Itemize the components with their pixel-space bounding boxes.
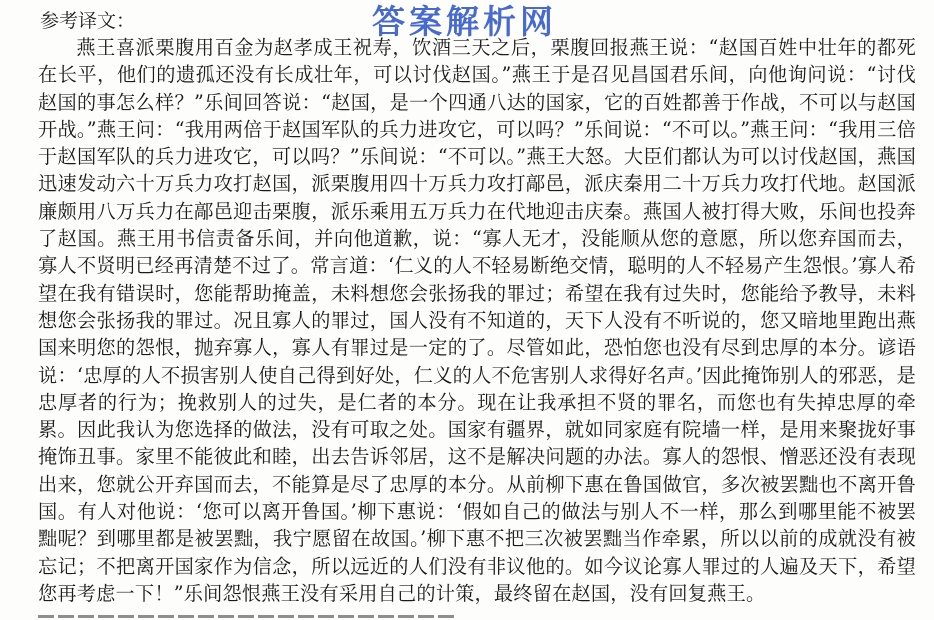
cropped-next-line [38,606,458,620]
section-heading: 参考译文： [40,10,136,32]
site-watermark: 答案解析网 [372,2,557,41]
translation-paragraph: 燕王喜派栗腹用百金为赵孝成王祝寿，饮酒三天之后，栗腹回报燕王说：“赵国百姓中壮年的都死在长平，他们的遗孤还没有长成壮年，可以讨伐赵国。”燕王于是召见昌国君乐间，向他询问说：“讨伐赵国的事怎么样？”乐间回答说：“赵国，是一个四通八达的国家，它的百姓都善于作战，不可以与赵国开战。”燕王问：“我用两倍于赵国军队的兵力进攻它，可以吗？”乐间说：“不可以。”燕王问：“我用三倍于赵国军队的兵力进攻它，可以吗？”乐间说：“不可以。”燕王大怒。大臣们都认为可以讨伐赵国，燕国迅速发动六十万兵力攻打赵国，派栗腹用四十万兵力攻打鄗邑，派庆秦用二十万兵力攻打代地。赵国派廉颇用八万兵力在鄗邑迎击栗腹，派乐乘用五万兵力在代地迎击庆秦。燕国人被打得大败，乐间也投奔了赵国。燕王用书信责备乐间，并向他道歉，说：“寡人无才，没能顺从您的意愿，所以您弃国而去，寡人不贤明已经再清楚不过了。常言道：‘仁义的人不轻易断绝交情，聪明的人不轻易产生怨恨。’寡人希望在我有错误时，您能帮助掩盖，未料想您会张扬我的罪过；希望在我有过失时，您能给予教导，未料想您会张扬我的罪过。况且寡人的罪过，国人没有不知道的，天下人没有不听说的，您又暗地里跑出燕国来明您的怨恨，抛弃寡人，寡人有罪过是一定的了。尽管如此，恐怕您也没有尽到忠厚的本分。谚语说：‘忠厚的人不损害别人使自己得到好处，仁义的人不危害别人求得好名声。’因此掩饰别人的邪恶，是忠厚者的行为；挽救别人的过失，是仁者的本分。现在让我承担不贤的罪名，而您也有失掉忠厚的牵累。因此我认为您选择的做法，没有可取之处。国家有疆界，就如同家庭有院墙一样，是用来聚拢好事掩饰丑事。家里不能彼此和睦，出去告诉邻居，这不是解决问题的办法。寡人的怨恨、憎恶还没有表现出来，您就公开弃国而去，不能算是尽了忠厚的本分。从前柳下惠在鲁国做官，多次被罢黜也不离开鲁国。有人对他说：‘您可以离开鲁国。’柳下惠说：‘假如自己的做法与别人不一样，那么到哪里能不被罢黜呢？到哪里都是被罢黜，我宁愿留在故国。’柳下惠不把三次被罢黜当作牵累，所以以前的成就没有被忘记；不把离开国家作为信念，所以远近的人们没有非议他的。如今议论寡人罪过的人遍及天下，希望您再考虑一下！”乐间怨恨燕王没有采用自己的计策，最终留在赵国，没有回复燕王。 [38,36,916,605]
